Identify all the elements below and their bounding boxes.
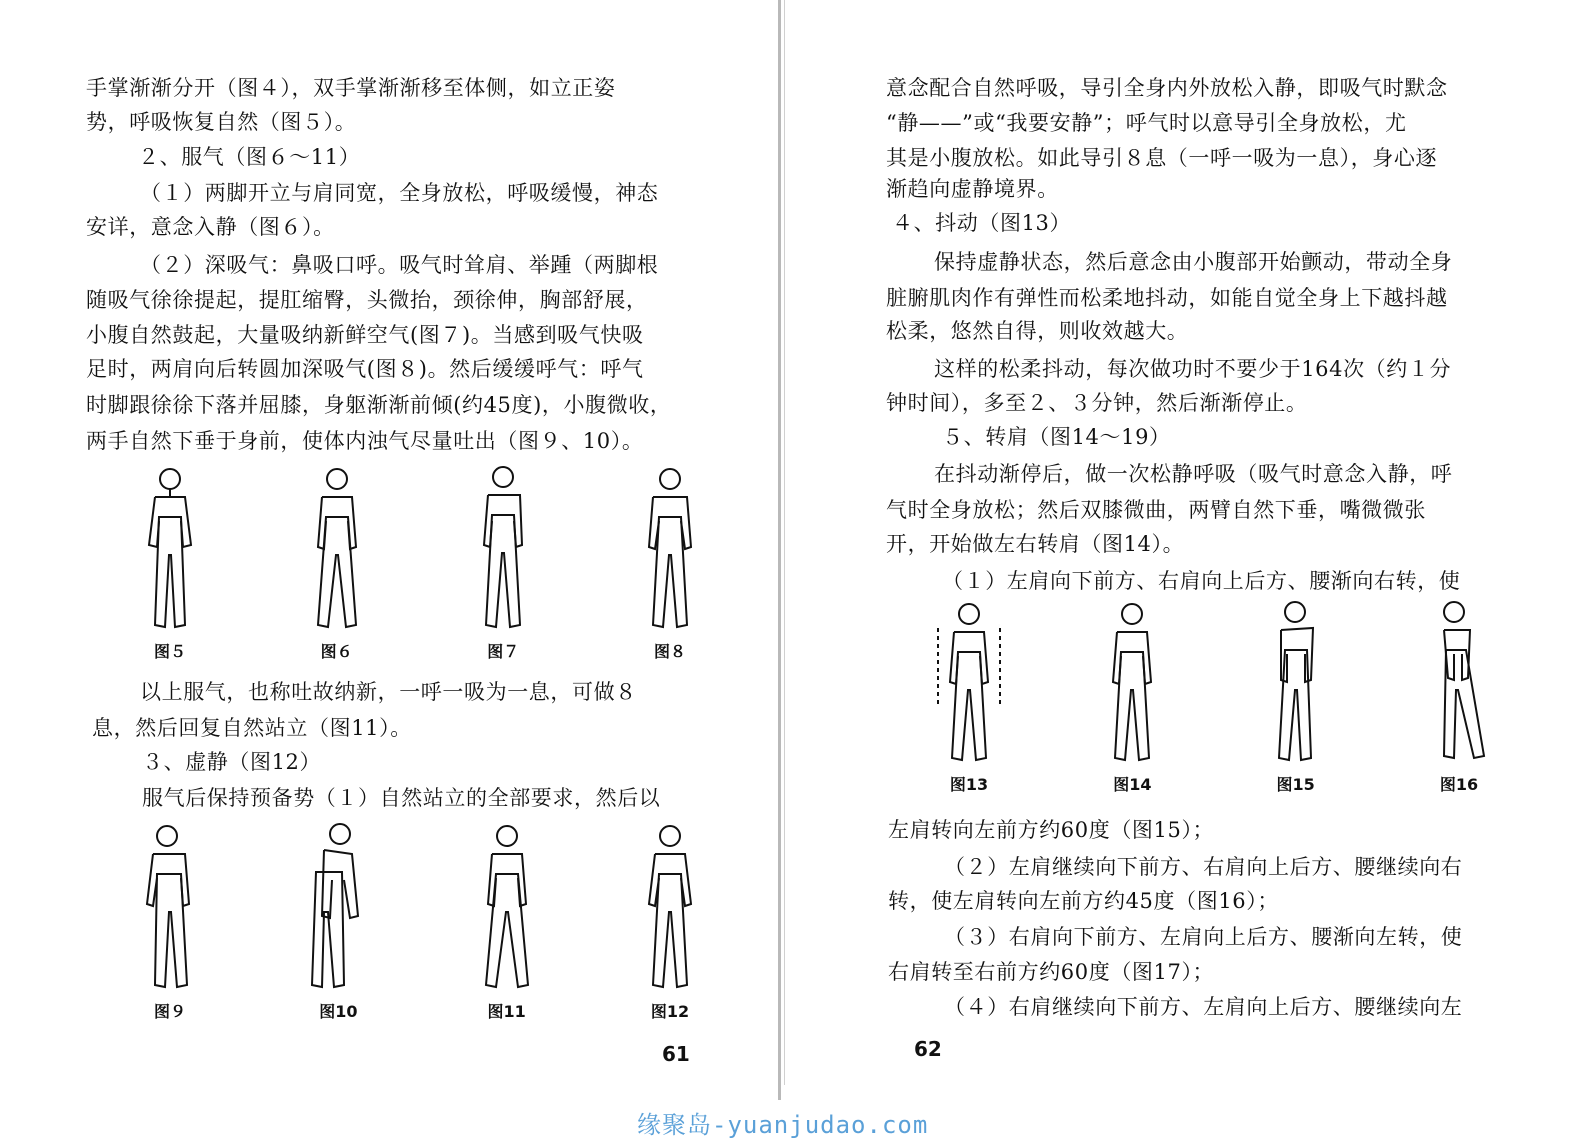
text-line: 右肩转至右前方约60度（图17）； [888, 960, 1215, 984]
text-line: 服气后保持预备势（１）自然站立的全部要求，然后以 [142, 786, 661, 810]
figure-10 [288, 820, 388, 1022]
standing-figure-illustration [458, 465, 548, 635]
watermark-text: 缘聚岛-yuanjudao.com [637, 1111, 929, 1139]
standing-figure-illustration [292, 465, 382, 635]
text-line: （２）左肩继续向下前方、右肩向上后方、腰继续向右 [944, 855, 1463, 879]
right-page [784, 0, 1586, 1100]
text-line: 手掌渐渐分开（图４），双手掌渐渐移至体侧，如立正姿 [86, 76, 616, 100]
text-line: 在抖动渐停后，做一次松静呼吸（吸气时意念入静，呼 [934, 462, 1453, 486]
text-line: 保持虚静状态，然后意念由小腹部开始颤动，带动全身 [934, 250, 1453, 274]
text-line: （４）右肩继续向下前方、左肩向上后方、腰继续向左 [944, 995, 1463, 1019]
text-line: “静——”或“我要安静”；呼气时以意导引全身放松，尤 [886, 111, 1407, 135]
turning-figure-illustration [1414, 598, 1504, 768]
figure-11 [462, 820, 552, 1022]
figure-16 [1414, 598, 1504, 795]
text-line: 随吸气徐徐提起，提肛缩臀，头微抬，颈徐伸，胸部舒展， [86, 288, 648, 312]
text-line: 两手自然下垂于身前，使体内浊气尽量吐出（图９、10）。 [86, 429, 644, 453]
text-line: 息，然后回复自然站立（图11）。 [92, 716, 412, 740]
figure-caption: 图10 [319, 1002, 358, 1021]
figure-7 [458, 465, 548, 662]
section-heading: ５、转肩（图14～19） [942, 425, 1171, 449]
standing-figure-illustration [462, 820, 552, 995]
figure-8 [625, 465, 715, 662]
standing-figure-illustration [1087, 598, 1177, 768]
figure-caption: 图14 [1113, 775, 1152, 794]
left-page [0, 0, 778, 1100]
text-line: 这样的松柔抖动，每次做功时不要少于164次（约１分 [934, 357, 1452, 381]
text-line: 意念配合自然呼吸，导引全身内外放松入静，即吸气时默念 [886, 76, 1448, 100]
text-line: 转，使左肩转向左前方约45度（图16）； [888, 889, 1279, 913]
text-line: 其是小腹放松。如此导引８息（一呼一吸为一息），身心逐 [886, 146, 1438, 170]
figure-caption: 图15 [1276, 775, 1315, 794]
text-line: 脏腑肌肉作有弹性而松柔地抖动，如能自觉全身上下越抖越 [886, 286, 1448, 310]
text-line: （２）深吸气：鼻吸口呼。吸气时耸肩、举踵（两脚根 [140, 253, 659, 277]
text-line: 松柔，悠然自得，则收效越大。 [886, 319, 1189, 343]
page-number: 62 [914, 1037, 942, 1061]
page-number: 61 [662, 1042, 690, 1066]
figure-row-5-8 [125, 465, 715, 662]
figure-14 [1087, 598, 1177, 795]
figure-caption: 图16 [1439, 775, 1479, 794]
text-line: 以上服气，也称吐故纳新，一呼一吸为一息，可做８ [140, 680, 637, 704]
text-line: 时脚跟徐徐下落并屈膝，身躯渐渐前倾(约45度)，小腹微收， [86, 393, 672, 417]
figure-row-9-12 [125, 820, 715, 1022]
text-line: 渐趋向虚静境界。 [886, 177, 1059, 201]
text-line: （１）左肩向下前方、右肩向上后方、腰渐向右转，使 [942, 569, 1461, 593]
text-line: 左肩转向左前方约60度（图15）； [888, 818, 1215, 842]
standing-figure-illustration [924, 598, 1014, 768]
figure-caption: 图13 [949, 775, 989, 794]
figure-caption: 图５ [153, 642, 186, 661]
text-line: 开，开始做左右转肩（图14）。 [886, 532, 1185, 556]
figure-caption: 图６ [320, 642, 353, 661]
figure-13 [924, 598, 1014, 795]
section-heading: ２、服气（图６～11） [138, 145, 361, 169]
figure-caption: 图９ [153, 1002, 186, 1021]
figure-9 [125, 820, 215, 1022]
text-line: 足时，两肩向后转圆加深吸气(图８)。然后缓缓呼气：呼气 [86, 357, 644, 381]
text-line: （１）两脚开立与肩同宽，全身放松，呼吸缓慢，神态 [140, 181, 659, 205]
bending-figure-illustration [288, 820, 388, 995]
figure-15 [1251, 598, 1341, 795]
figure-caption: 图７ [487, 642, 520, 661]
figure-caption: 图11 [487, 1002, 526, 1021]
text-line: 气时全身放松；然后双膝微曲，两臂自然下垂，嘴微微张 [886, 498, 1426, 522]
standing-figure-illustration [125, 820, 215, 995]
text-line: 钟时间），多至２、３分钟，然后渐渐停止。 [886, 391, 1308, 415]
figure-caption: 图８ [653, 642, 686, 661]
figure-caption: 图12 [650, 1002, 690, 1021]
standing-figure-illustration [625, 820, 715, 995]
text-line: （３）右肩向下前方、左肩向上后方、腰渐向左转，使 [944, 925, 1463, 949]
figure-6 [292, 465, 382, 662]
figure-row-13-16 [924, 598, 1504, 795]
book-gutter [778, 0, 781, 1100]
text-line: 安详，意念入静（图６）。 [86, 215, 335, 239]
section-heading: ４、抖动（图13） [892, 211, 1072, 235]
standing-figure-illustration [625, 465, 715, 635]
standing-figure-illustration [125, 465, 215, 635]
turning-figure-illustration [1251, 598, 1341, 768]
figure-12 [625, 820, 715, 1022]
text-line: 势，呼吸恢复自然（图５）。 [86, 110, 357, 134]
text-line: 小腹自然鼓起，大量吸纳新鲜空气(图７)。当感到吸气快吸 [86, 323, 644, 347]
section-heading: ３、虚静（图12） [142, 750, 322, 774]
figure-5 [125, 465, 215, 662]
